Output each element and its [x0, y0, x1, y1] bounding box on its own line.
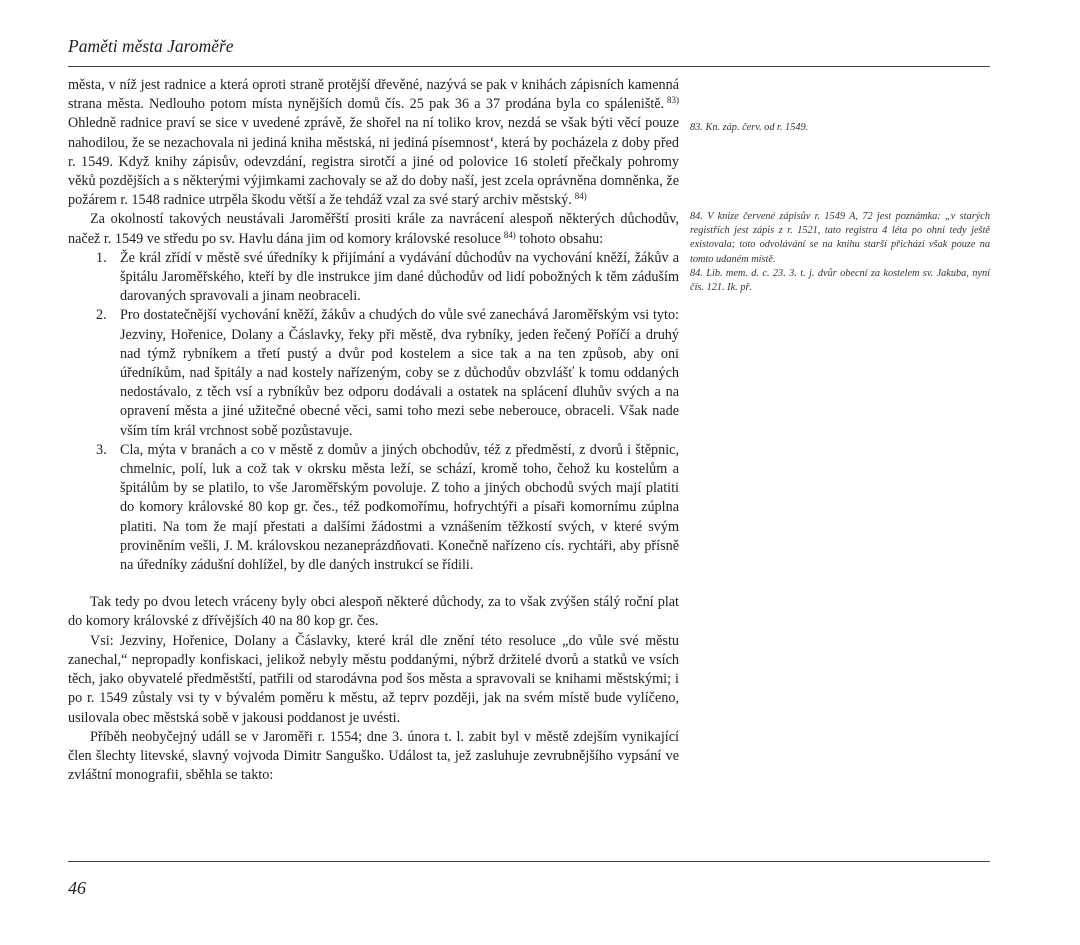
header-rule — [68, 66, 990, 67]
running-header-title: Paměti města Jaroměře — [68, 36, 234, 56]
list-item-number: 2. — [96, 307, 107, 324]
list-item-number: 3. — [96, 441, 107, 458]
list-item — [96, 441, 679, 575]
sidenote-83 — [690, 121, 990, 135]
paragraph-4: Vsi: Jezviny, Hořenice, Dolany a Čáslavky, které král dle znění této resoluce „do vůle své městu zanechal,“ nepropadly konfiskaci, jelikož nebyly městu poddanými, nýbrž držitelé dvorů a statků ve vsích těch, jako obyvatelé předměstští, patřili od starodávna pod šos města a spravovali se knihami městskými; i po r. 1549 zůstaly vsi ty v bývalém poměru k městu, až teprv později, jak na svém místě bude vylíčeno, usilovala obec městská sobě v jakousi poddanost je uvésti. — [68, 632, 679, 726]
paragraph-2-text-b: tohoto obsahu: — [515, 230, 604, 247]
footnote-ref-84-second: 84) — [503, 229, 516, 240]
sidenote-84 — [690, 210, 990, 295]
footnote-ref-83: 83) — [667, 95, 679, 106]
paragraph-1-text-b: Ohledně radnice praví se sice v uvedené zprávě, že shořel na ní toliko krov, nezdá se však býti věcí pouze nahodilou, že se nezachovala ni jediná kniha městská, ni jediná písemnost‘, která by pocházela z doby před r. 1549. Když knihy zápisův, odevzdání, registra sirotčí a jiné od polovice 16 století přečkaly pohromy věků pozdějších a s některými výjimkami zachovaly se až do doby naší, jest zcela oprávněna domněnka, že požárem r. 1548 radnice utrpěla škodu větší a že tehdáž vzal za své starý archiv městský. — [68, 115, 679, 209]
resolution-list — [68, 249, 679, 575]
sidenote-84-text-a: 84. V knize červené zápisův r. 1549 A, 72 jest poznámka: „v starých registřích jest zápis z r. 1521, tato registra 4 léta po ohni tedy ještě existovala; toto odvolávání se na knihu starší přichází však pouze na tomto udaném místě. — [690, 211, 990, 265]
paragraph-2-text-a: Za okolností takových neustávali Jaroměřští prositi krále za navrácení alespoň některých důchodův, načež r. 1549 ve středu po sv. Havlu dána jim od komory královské resoluce — [68, 211, 679, 247]
sidenote-84-text-b: 84. Lib. mem. d. c. 23. 3. t. j. dvůr obecní za kostelem sv. Jakuba, nyní čís. 121. Ik. př. — [690, 267, 990, 294]
sidenote-83-text: 83. Kn. záp. červ. od r. 1549. — [690, 122, 809, 133]
footer-rule — [68, 861, 990, 862]
list-item — [96, 306, 679, 440]
list-item-text: Pro dostatečnější vychování kněží, žákův a chudých do vůle své zanechává Jaroměřským vsi tyto: Jezviny, Hořenice, Dolany a Čáslavky, řeky při městě, dva rybníky, jeden řečený Poříčí a druhý nad týmž rybníkem a třetí pustý a dvůr pod kostelem a sice tak a na ten způsob, aby oni úředníkům, nad špitály a nad kostely nařízeným, coby se z důchodův obzvlášť k tomu oddaných nedostávalo, z těch vsí a rybníkův bez odporu dodávali a ostatek na splácení dluhův svých a na opravení města a jiné užitečné obecné věci, sami toho mezi sebe neberouce, obraceli. Však nade vším tím král vrchnost sobě pozůstavuje. — [120, 307, 679, 439]
paragraph-5: Příběh neobyčejný událl se v Jaroměři r. 1554; dne 3. února t. l. zabit byl v městě zdejším vynikající člen šlechty litevské, slavný vojvoda Dimitr Sanguško. Událost ta, jež zasluhuje zevrubnějšího vypsání ve zvláštní monografii, sběhla se takto: — [68, 728, 679, 784]
main-text-column — [68, 76, 679, 785]
list-item — [96, 249, 679, 307]
list-item-number: 1. — [96, 249, 107, 266]
paragraph-3: Tak tedy po dvou letech vráceny byly obci alespoň některé důchody, za to však zvýšen stálý roční plat do komory královské z dřívějších 40 na 80 kop gr. čes. — [68, 594, 679, 630]
list-item-text: Že král zřídí v městě své úředníky k přijímání a vydávání důchodův na vychování kněží, žákův a špitálu Jaroměřského, kteří by dle instrukce jim dané důchodův od lidí pobožných k těm záduším darovaných spravovali a jinam neobraceli. — [120, 249, 679, 305]
paragraph-1-text-a: města, v níž jest radnice a která oproti straně protější dřevěné, nazývá se pak v knihách zápisních kamenná strana města. Nedlouho potom místa nynějších domů čís. 25 pak 36 a 37 prodána byla co spáleniště. — [68, 77, 679, 113]
footnote-ref-84: 84) — [574, 191, 587, 202]
list-item-text: Cla, mýta v branách a co v městě z domův a jiných obchodův, též z předměstí, z dvorů i štěpnic, chmelnic, polí, luk a což tak v okrsku města leží, se schází, kromě toho, čehož ku kostelům a špitálům by se platilo, to vše Jaroměřským povoluje. Z toho a jiných obchodů svých mají platiti do komory královské 80 kop gr. čes., též podkomořímu, hofrychtýři a písaři komornímu zúplna platiti. Na tom že mají přestati a dalšími žádostmi a vznášením těžkostí svých, v které svým proviněním vešli, J. M. královskou nezaneprázdňovati. Konečně nařízeno cís. rychtáři, aby přísně na úředníky zádušní dohlížel, by dle daných instrukcí se řídili. — [120, 441, 679, 574]
page-number: 46 — [68, 878, 86, 898]
paragraph-1 — [68, 76, 679, 210]
paragraph-2 — [68, 210, 679, 248]
